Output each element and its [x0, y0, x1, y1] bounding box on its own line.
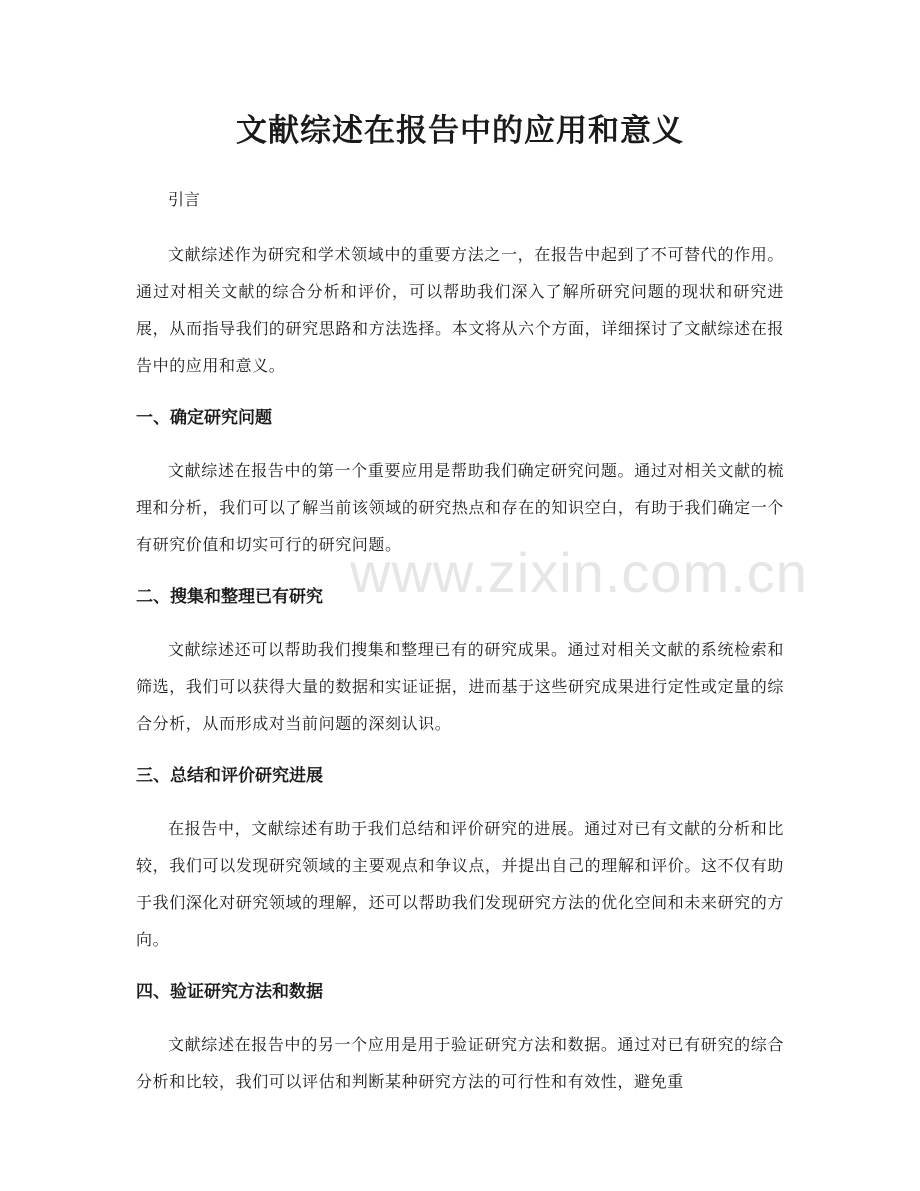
watermark: www.zixin.com.cn — [350, 541, 808, 604]
intro-label: 引言 — [168, 190, 201, 209]
document-body — [136, 184, 784, 1118]
section-heading-1: 一、确定研究问题 — [136, 408, 272, 428]
section-paragraph-4: 文献综述在报告中的另一个应用是用于验证研究方法和数据。通过对已有研究的综合分析和比较，我们可以评估和判断某种研究方法的可行性和有效性，避免重 — [136, 1035, 784, 1091]
intro-paragraph: 文献综述作为研究和学术领域中的重要方法之一，在报告中起到了不可替代的作用。通过对相关文献的综合分析和评价，可以帮助我们深入了解所研究问题的现状和研究进展，从而指导我们的研究思路和方法选择。本文将从六个方面，详细探讨了文献综述在报告中的应用和意义。 — [136, 245, 784, 375]
section-heading-3: 三、总结和评价研究进展 — [136, 766, 323, 786]
document-title: 文献综述在报告中的应用和意义 — [236, 113, 684, 149]
section-heading-2: 二、搜集和整理已有研究 — [136, 587, 323, 607]
section-heading-4: 四、验证研究方法和数据 — [136, 982, 323, 1002]
section-paragraph-2: 文献综述还可以帮助我们搜集和整理已有的研究成果。通过对相关文献的系统检索和筛选，我们可以获得大量的数据和实证证据，进而基于这些研究成果进行定性或定量的综合分析，从而形成对当前问题的深刻认识。 — [136, 640, 784, 733]
section-paragraph-1: 文献综述在报告中的第一个重要应用是帮助我们确定研究问题。通过对相关文献的梳理和分析，我们可以了解当前该领域的研究热点和存在的知识空白，有助于我们确定一个有研究价值和切实可行的研究问题。 — [136, 461, 784, 554]
section-paragraph-3: 在报告中，文献综述有助于我们总结和评价研究的进展。通过对已有文献的分析和比较，我们可以发现研究领域的主要观点和争议点，并提出自己的理解和评价。这不仅有助于我们深化对研究领域的理解，还可以帮助我们发现研究方法的优化空间和未来研究的方向。 — [136, 819, 784, 949]
